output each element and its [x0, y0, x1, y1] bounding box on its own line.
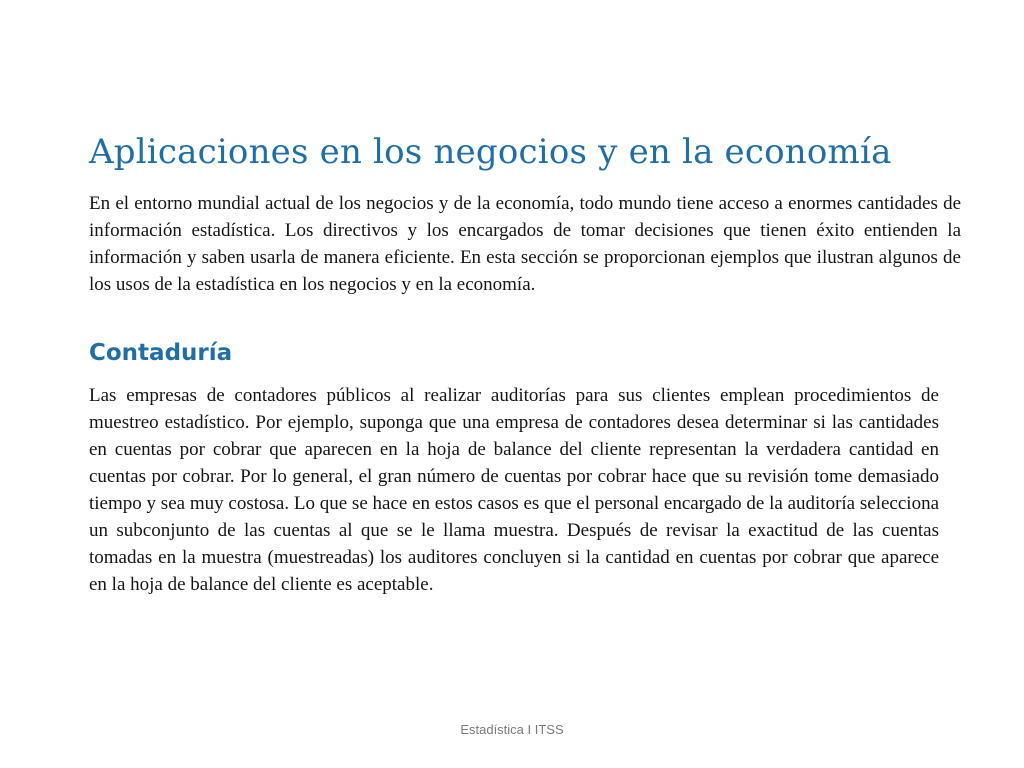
page-title: Aplicaciones en los negocios y en la economía — [89, 132, 892, 172]
section-heading-contaduria: Contaduría — [89, 340, 233, 366]
intro-paragraph: En el entorno mundial actual de los negocios y de la economía, todo mundo tiene acceso a enormes cantidades de información estadística. Los directivos y los encargados de tomar decisiones que tienen éxito entienden la información y saben usarla de manera eficiente. En esta sección se proporcionan ejemplos que ilustran algunos de los usos de la estadística en los negocios y en la economía. — [89, 193, 961, 295]
slide-footer: Estadística I ITSS — [460, 722, 564, 737]
slide-content — [89, 128, 961, 598]
section-paragraph-contaduria: Las empresas de contadores públicos al realizar auditorías para sus clientes emplean procedimientos de muestreo estadístico. Por ejemplo, suponga que una empresa de contadores desea determinar si las cantidades en cuentas por cobrar que aparecen en la hoja de balance del cliente representan la verdadera cantidad en cuentas por cobrar. Por lo general, el gran número de cuentas por cobrar hace que su revisión tome demasiado tiempo y sea muy costosa. Lo que se hace en estos casos es que el personal encargado de la auditoría selecciona un subconjunto de las cuentas al que se le llama muestra. Después de revisar la exactitud de las cuentas tomadas en la muestra (muestreadas) los auditores concluyen si la cantidad en cuentas por cobrar que aparece en la hoja de balance del cliente es aceptable. — [89, 385, 939, 595]
